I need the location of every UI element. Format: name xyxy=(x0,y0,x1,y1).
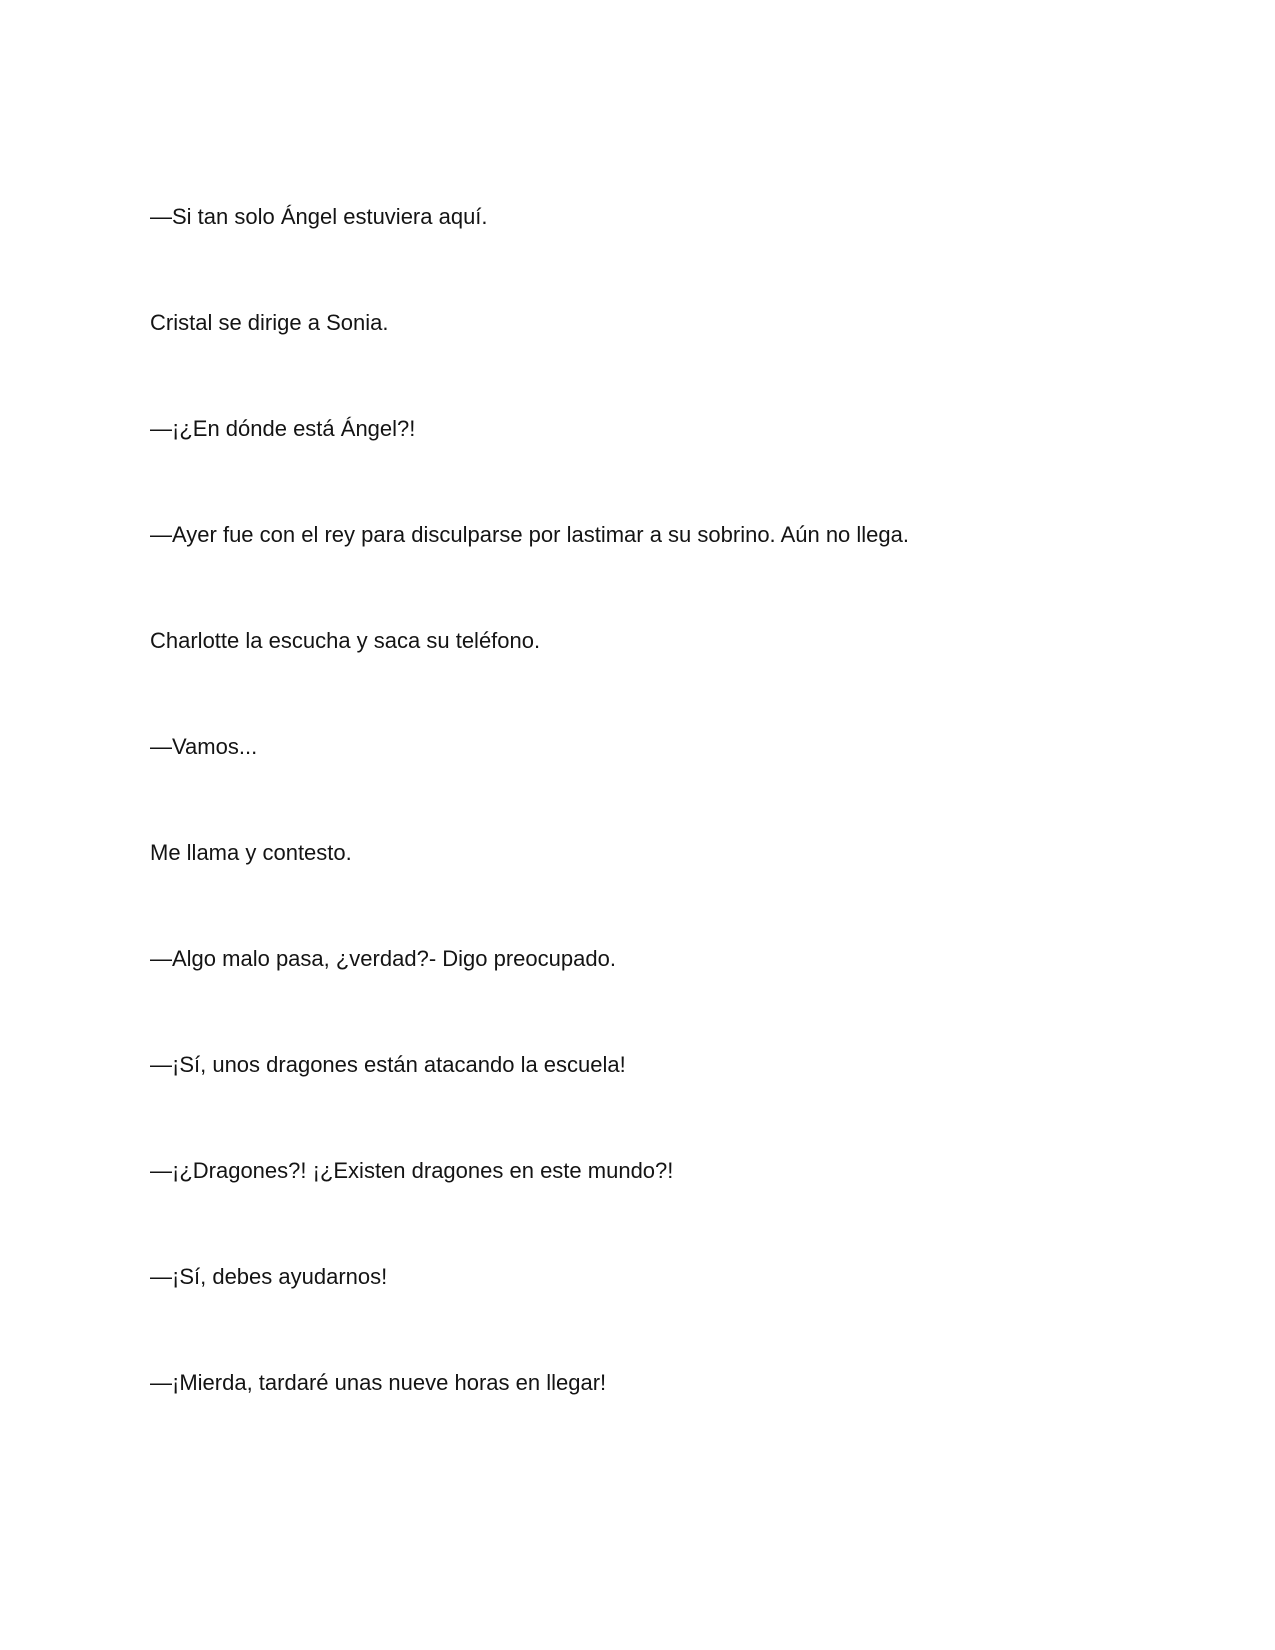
paragraph: —Si tan solo Ángel estuviera aquí. xyxy=(150,204,488,229)
paragraph: —¡¿Dragones?! ¡¿Existen dragones en este mundo?! xyxy=(150,1158,674,1183)
paragraph: —Algo malo pasa, ¿verdad?- Digo preocupado. xyxy=(150,946,616,971)
paragraph: —Vamos... xyxy=(150,734,258,759)
paragraph: Cristal se dirige a Sonia. xyxy=(150,310,389,335)
paragraph: —¡Mierda, tardaré unas nueve horas en llegar! xyxy=(150,1370,607,1395)
document-body xyxy=(150,198,1150,1402)
paragraph: —¡¿En dónde está Ángel?! xyxy=(150,416,416,441)
paragraph: —¡Sí, unos dragones están atacando la escuela! xyxy=(150,1052,626,1077)
paragraph: Me llama y contesto. xyxy=(150,840,352,865)
paragraph: Charlotte la escucha y saca su teléfono. xyxy=(150,628,541,653)
paragraph: —¡Sí, debes ayudarnos! xyxy=(150,1264,388,1289)
paragraph: —Ayer fue con el rey para disculparse por lastimar a su sobrino. Aún no llega. xyxy=(150,522,909,547)
